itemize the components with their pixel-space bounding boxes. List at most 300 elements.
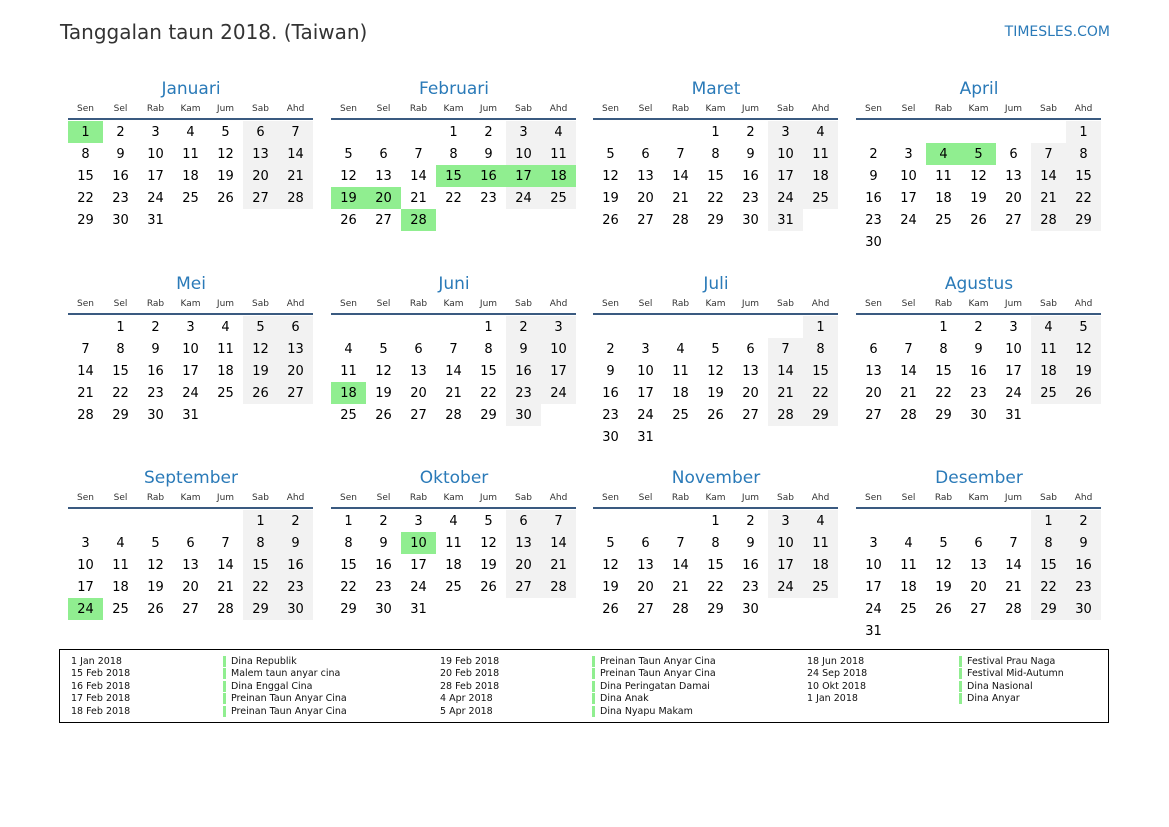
- day-cell: 8: [116, 341, 125, 357]
- day-cell: 4: [676, 341, 685, 357]
- week-row: [331, 532, 576, 554]
- day-cell: 29: [77, 212, 94, 228]
- empty-cell: [891, 620, 926, 642]
- day-cell: 3: [641, 341, 650, 357]
- day-cell: 19: [970, 190, 987, 206]
- day-cell: 24: [147, 190, 164, 206]
- week-row: [856, 576, 1101, 598]
- day-cell: 30: [865, 234, 882, 250]
- day-cell: 11: [445, 535, 462, 551]
- day-cell: 1: [449, 124, 458, 140]
- weekday-label: Jum: [216, 299, 235, 309]
- day-cell: 13: [278, 338, 313, 360]
- day-cell: 20: [410, 385, 427, 401]
- week-row: [593, 209, 838, 231]
- day-cell: 18: [331, 382, 366, 404]
- day-cell: 2: [974, 319, 983, 335]
- day-cell: 19: [480, 557, 497, 573]
- day-cell: 15: [707, 557, 724, 573]
- day-cell: 4: [803, 121, 838, 143]
- week-row: [856, 121, 1101, 143]
- day-cell: 2: [869, 146, 878, 162]
- weekday-label: Ahd: [286, 299, 305, 309]
- day-cell: 9: [974, 341, 983, 357]
- legend-date: 20 Feb 2018: [440, 668, 500, 680]
- week-row: [68, 598, 313, 620]
- day-cell: 28: [541, 576, 576, 598]
- day-cell: 9: [746, 535, 755, 551]
- day-cell: 23: [970, 385, 987, 401]
- day-cell: 25: [672, 407, 689, 423]
- day-cell: 9: [606, 363, 615, 379]
- week-row: [856, 187, 1101, 209]
- weekday-label: Sel: [113, 299, 128, 309]
- day-cell: 7: [414, 146, 423, 162]
- empty-cell: [208, 510, 243, 532]
- day-cell: 8: [1031, 532, 1066, 554]
- day-cell: 28: [1031, 209, 1066, 231]
- day-cell: 25: [217, 385, 234, 401]
- weekday-label: Sab: [252, 104, 269, 114]
- day-cell: 1: [711, 124, 720, 140]
- day-cell: 30: [742, 601, 759, 617]
- day-cell: 22: [707, 579, 724, 595]
- weekday-label: Rab: [146, 299, 165, 309]
- weekday-label: Rab: [934, 299, 953, 309]
- day-cell: 8: [711, 146, 720, 162]
- day-cell: 10: [768, 532, 803, 554]
- day-cell: 16: [147, 363, 164, 379]
- legend-date: 24 Sep 2018: [807, 668, 868, 680]
- day-cell: 15: [480, 363, 497, 379]
- legend-column: [71, 655, 347, 718]
- day-cell: 6: [379, 146, 388, 162]
- week-row: [68, 316, 313, 338]
- empty-cell: [628, 510, 663, 532]
- day-cell: 14: [278, 143, 313, 165]
- empty-cell: [768, 426, 803, 448]
- empty-cell: [926, 231, 961, 253]
- day-cell: 12: [970, 168, 987, 184]
- week-row: [331, 316, 576, 338]
- day-cell: 27: [506, 576, 541, 598]
- day-cell: 26: [480, 579, 497, 595]
- day-cell: 12: [243, 338, 278, 360]
- empty-cell: [68, 510, 103, 532]
- day-cell: 5: [606, 535, 615, 551]
- day-cell: 1: [344, 513, 353, 529]
- weekday-label: Kam: [180, 104, 201, 114]
- weekday-label: Sab: [777, 104, 794, 114]
- day-cell: 25: [112, 601, 129, 617]
- empty-cell: [593, 121, 628, 143]
- week-row: [593, 404, 838, 426]
- day-cell: 5: [1066, 316, 1101, 338]
- weekday-label: Jum: [479, 493, 498, 503]
- day-cell: 3: [768, 121, 803, 143]
- weekday-label: Sen: [865, 493, 882, 503]
- legend-date: 18 Feb 2018: [71, 705, 131, 717]
- legend-holiday-name: Dina Enggal Cina: [223, 681, 313, 692]
- day-cell: 24: [68, 598, 103, 620]
- legend-item: [440, 705, 716, 718]
- legend-date: 17 Feb 2018: [71, 693, 131, 705]
- weekday-label: Rab: [671, 493, 690, 503]
- day-cell: 1: [116, 319, 125, 335]
- day-cell: 18: [182, 168, 199, 184]
- week-row: [331, 576, 576, 598]
- day-cell: 5: [344, 146, 353, 162]
- empty-cell: [856, 121, 891, 143]
- day-cell: 20: [506, 554, 541, 576]
- day-cell: 22: [1031, 576, 1066, 598]
- day-cell: 6: [641, 535, 650, 551]
- day-cell: 21: [672, 190, 689, 206]
- month-name: April: [959, 79, 999, 99]
- weekday-label: Sen: [602, 104, 619, 114]
- empty-cell: [698, 426, 733, 448]
- day-cell: 11: [217, 341, 234, 357]
- day-cell: 8: [81, 146, 90, 162]
- weekday-label: Sab: [252, 493, 269, 503]
- month-divider: [593, 507, 838, 509]
- day-grid: [331, 121, 576, 231]
- weekday-label: Sen: [865, 104, 882, 114]
- empty-cell: [593, 510, 628, 532]
- week-row: [593, 598, 838, 620]
- day-cell: 28: [278, 187, 313, 209]
- empty-cell: [961, 510, 996, 532]
- day-cell: 13: [410, 363, 427, 379]
- weekday-header: [856, 104, 1101, 114]
- weekday-label: Sen: [340, 299, 357, 309]
- day-cell: 26: [707, 407, 724, 423]
- day-cell: 8: [344, 535, 353, 551]
- day-cell: 17: [865, 579, 882, 595]
- weekday-label: Sab: [252, 299, 269, 309]
- legend-date: 16 Feb 2018: [71, 680, 131, 692]
- weekday-label: Sel: [901, 104, 916, 114]
- day-cell: 3: [414, 513, 423, 529]
- day-cell: 16: [471, 165, 506, 187]
- day-cell: 25: [803, 576, 838, 598]
- legend-holiday-name: Preinan Taun Anyar Cina: [223, 693, 347, 704]
- day-cell: 31: [768, 209, 803, 231]
- day-cell: 30: [506, 404, 541, 426]
- day-cell: 15: [707, 168, 724, 184]
- empty-cell: [541, 404, 576, 426]
- day-cell: 30: [112, 212, 129, 228]
- day-cell: 31: [147, 212, 164, 228]
- empty-cell: [768, 598, 803, 620]
- day-cell: 19: [217, 168, 234, 184]
- weekday-label: Sab: [515, 299, 532, 309]
- legend-holiday-name: Preinan Taun Anyar Cina: [223, 706, 347, 717]
- weekday-label: Ahd: [549, 493, 568, 503]
- day-cell: 4: [1031, 316, 1066, 338]
- day-cell: 9: [1066, 532, 1101, 554]
- day-cell: 19: [243, 360, 278, 382]
- month-divider: [331, 118, 576, 120]
- day-cell: 22: [1066, 187, 1101, 209]
- legend-date: 18 Jun 2018: [807, 655, 865, 667]
- week-row: [68, 187, 313, 209]
- empty-cell: [401, 316, 436, 338]
- weekday-label: Jum: [741, 493, 760, 503]
- legend-item: [807, 693, 1064, 706]
- day-cell: 17: [768, 165, 803, 187]
- day-cell: 2: [606, 341, 615, 357]
- page-title: Tanggalan taun 2018. (Taiwan): [60, 20, 368, 44]
- week-row: [593, 382, 838, 404]
- day-cell: 14: [77, 363, 94, 379]
- day-grid: [856, 510, 1101, 642]
- legend-item: [71, 668, 347, 681]
- weekday-label: Kam: [705, 493, 726, 503]
- empty-cell: [593, 316, 628, 338]
- day-cell: 24: [865, 601, 882, 617]
- empty-cell: [961, 620, 996, 642]
- day-cell: 5: [961, 143, 996, 165]
- day-cell: 22: [707, 190, 724, 206]
- empty-cell: [628, 121, 663, 143]
- day-cell: 25: [900, 601, 917, 617]
- day-cell: 3: [904, 146, 913, 162]
- day-cell: 14: [217, 557, 234, 573]
- day-cell: 15: [112, 363, 129, 379]
- day-cell: 26: [602, 601, 619, 617]
- day-cell: 2: [1066, 510, 1101, 532]
- day-cell: 23: [480, 190, 497, 206]
- day-cell: 5: [939, 535, 948, 551]
- week-row: [331, 143, 576, 165]
- weekday-label: Kam: [968, 299, 989, 309]
- weekday-header: [331, 104, 576, 114]
- day-cell: 6: [869, 341, 878, 357]
- week-row: [593, 338, 838, 360]
- day-cell: 14: [672, 557, 689, 573]
- day-cell: 29: [1066, 209, 1101, 231]
- week-row: [593, 554, 838, 576]
- legend-holiday-name: Dina Republik: [223, 656, 297, 667]
- week-row: [68, 360, 313, 382]
- day-cell: 12: [1066, 338, 1101, 360]
- day-cell: 22: [935, 385, 952, 401]
- month-divider: [593, 118, 838, 120]
- empty-cell: [926, 121, 961, 143]
- week-row: [331, 510, 576, 532]
- weekday-label: Kam: [705, 104, 726, 114]
- weekday-label: Sab: [1040, 299, 1057, 309]
- day-cell: 24: [410, 579, 427, 595]
- empty-cell: [541, 209, 576, 231]
- week-row: [856, 510, 1101, 532]
- day-cell: 17: [182, 363, 199, 379]
- month-name: Desember: [935, 468, 1023, 488]
- empty-cell: [1066, 404, 1101, 426]
- empty-cell: [961, 231, 996, 253]
- day-cell: 7: [1009, 535, 1018, 551]
- day-cell: 11: [672, 363, 689, 379]
- month-name: Maret: [691, 79, 741, 99]
- weekday-label: Ahd: [811, 104, 830, 114]
- day-cell: 19: [331, 187, 366, 209]
- weekday-label: Sab: [777, 493, 794, 503]
- day-cell: 28: [768, 404, 803, 426]
- day-cell: 15: [1031, 554, 1066, 576]
- day-cell: 18: [935, 190, 952, 206]
- day-cell: 14: [768, 360, 803, 382]
- day-cell: 21: [410, 190, 427, 206]
- weekday-header: [593, 104, 838, 114]
- month-divider: [593, 313, 838, 315]
- week-row: [856, 360, 1101, 382]
- day-cell: 11: [1031, 338, 1066, 360]
- day-cell: 19: [602, 579, 619, 595]
- empty-cell: [663, 121, 698, 143]
- day-cell: 2: [746, 124, 755, 140]
- day-cell: 17: [147, 168, 164, 184]
- empty-cell: [506, 209, 541, 231]
- day-cell: 6: [746, 341, 755, 357]
- weekday-header: [593, 299, 838, 309]
- weekday-label: Sab: [777, 299, 794, 309]
- day-cell: 8: [243, 532, 278, 554]
- day-cell: 1: [68, 121, 103, 143]
- day-cell: 29: [935, 407, 952, 423]
- day-cell: 24: [182, 385, 199, 401]
- empty-cell: [173, 209, 208, 231]
- weekday-label: Kam: [705, 299, 726, 309]
- day-cell: 24: [541, 382, 576, 404]
- day-cell: 28: [900, 407, 917, 423]
- legend-holiday-name: Dina Anak: [592, 693, 649, 704]
- empty-cell: [278, 209, 313, 231]
- month-divider: [68, 118, 313, 120]
- month-name: Mei: [176, 274, 206, 294]
- day-cell: 27: [1005, 212, 1022, 228]
- day-cell: 13: [243, 143, 278, 165]
- empty-cell: [1031, 231, 1066, 253]
- empty-cell: [803, 598, 838, 620]
- day-cell: 9: [116, 146, 125, 162]
- day-cell: 28: [1005, 601, 1022, 617]
- empty-cell: [1031, 404, 1066, 426]
- day-cell: 18: [672, 385, 689, 401]
- day-cell: 15: [935, 363, 952, 379]
- empty-cell: [663, 510, 698, 532]
- day-cell: 27: [637, 601, 654, 617]
- day-cell: 12: [602, 168, 619, 184]
- empty-cell: [891, 231, 926, 253]
- week-row: [68, 532, 313, 554]
- week-row: [68, 554, 313, 576]
- day-cell: 16: [865, 190, 882, 206]
- day-cell: 13: [182, 557, 199, 573]
- day-cell: 7: [449, 341, 458, 357]
- day-cell: 27: [375, 212, 392, 228]
- day-cell: 14: [410, 168, 427, 184]
- weekday-label: Kam: [968, 104, 989, 114]
- empty-cell: [541, 598, 576, 620]
- day-cell: 27: [742, 407, 759, 423]
- day-cell: 21: [77, 385, 94, 401]
- day-cell: 6: [278, 316, 313, 338]
- weekday-label: Jum: [741, 299, 760, 309]
- week-row: [68, 510, 313, 532]
- week-row: [856, 598, 1101, 620]
- day-cell: 29: [112, 407, 129, 423]
- empty-cell: [856, 510, 891, 532]
- empty-cell: [996, 620, 1031, 642]
- day-cell: 29: [803, 404, 838, 426]
- day-cell: 7: [904, 341, 913, 357]
- weekday-label: Ahd: [811, 299, 830, 309]
- day-cell: 8: [939, 341, 948, 357]
- day-cell: 22: [77, 190, 94, 206]
- weekday-label: Ahd: [1074, 493, 1093, 503]
- day-cell: 27: [970, 601, 987, 617]
- empty-cell: [803, 426, 838, 448]
- day-grid: [856, 316, 1101, 426]
- weekday-header: [856, 299, 1101, 309]
- weekday-label: Sen: [77, 104, 94, 114]
- day-cell: 15: [77, 168, 94, 184]
- weekday-label: Kam: [180, 299, 201, 309]
- day-cell: 7: [221, 535, 230, 551]
- day-cell: 14: [445, 363, 462, 379]
- site-link[interactable]: TIMESLES.COM: [1004, 24, 1110, 40]
- weekday-label: Jum: [479, 104, 498, 114]
- weekday-header: [68, 493, 313, 503]
- day-cell: 12: [375, 363, 392, 379]
- day-grid: [593, 510, 838, 620]
- day-cell: 2: [506, 316, 541, 338]
- weekday-label: Kam: [180, 493, 201, 503]
- day-cell: 23: [865, 212, 882, 228]
- legend-item: [71, 655, 347, 668]
- weekday-label: Rab: [409, 104, 428, 114]
- day-cell: 26: [217, 190, 234, 206]
- day-cell: 24: [1005, 385, 1022, 401]
- day-cell: 18: [217, 363, 234, 379]
- day-cell: 15: [803, 360, 838, 382]
- day-cell: 21: [217, 579, 234, 595]
- day-cell: 1: [484, 319, 493, 335]
- week-row: [856, 532, 1101, 554]
- month-name: Oktober: [419, 468, 489, 488]
- day-cell: 5: [243, 316, 278, 338]
- day-cell: 30: [742, 212, 759, 228]
- weekday-label: Sel: [638, 104, 653, 114]
- day-cell: 14: [1031, 165, 1066, 187]
- day-grid: [68, 316, 313, 426]
- weekday-label: Rab: [146, 104, 165, 114]
- empty-cell: [1066, 620, 1101, 642]
- day-cell: 20: [243, 165, 278, 187]
- day-cell: 29: [1031, 598, 1066, 620]
- legend-date: 5 Apr 2018: [440, 705, 493, 717]
- day-cell: 8: [484, 341, 493, 357]
- weekday-label: Ahd: [286, 493, 305, 503]
- day-cell: 11: [803, 143, 838, 165]
- day-cell: 22: [112, 385, 129, 401]
- day-cell: 12: [602, 557, 619, 573]
- day-cell: 24: [768, 187, 803, 209]
- weekday-label: Kam: [443, 299, 464, 309]
- day-cell: 14: [541, 532, 576, 554]
- weekday-label: Sab: [1040, 493, 1057, 503]
